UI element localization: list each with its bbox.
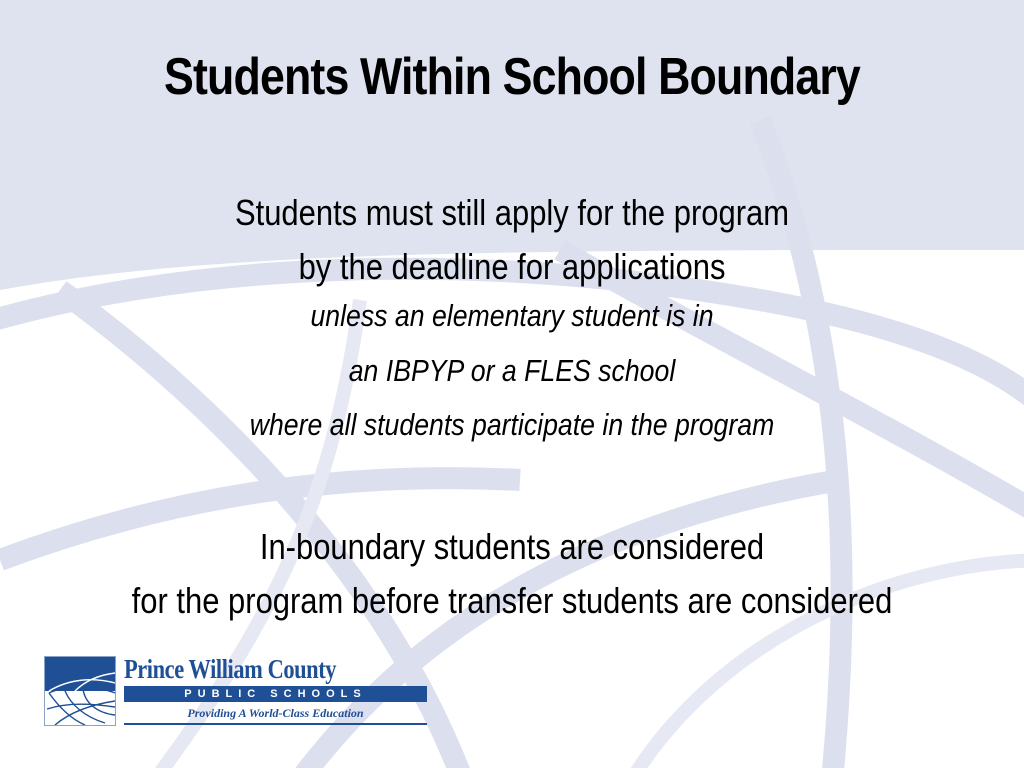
text-line: Students must still apply for the program xyxy=(234,192,790,233)
pwcs-logo xyxy=(44,656,384,728)
slide-title: Students Within School Boundary xyxy=(164,48,860,106)
logo-subtitle: PUBLIC SCHOOLS xyxy=(124,686,427,702)
text-line-italic: an IBPYP or a FLES school xyxy=(348,352,676,388)
text-line: by the deadline for applications xyxy=(298,246,726,288)
logo-tagline: Providing A World-Class Education xyxy=(187,706,364,720)
text-line: for the program before transfer students are considered xyxy=(131,580,893,622)
text-line-italic: where all students participate in the program xyxy=(249,406,775,442)
text-line-italic: unless an elementary student is in xyxy=(310,298,714,334)
text-line: In-boundary students are considered xyxy=(259,526,765,567)
paragraph-in-boundary-priority xyxy=(72,525,953,622)
globe-emblem-icon xyxy=(44,656,116,726)
logo-divider xyxy=(124,723,427,725)
logo-district-name: Prince William County xyxy=(124,654,337,684)
paragraph-application-rules xyxy=(72,191,953,443)
